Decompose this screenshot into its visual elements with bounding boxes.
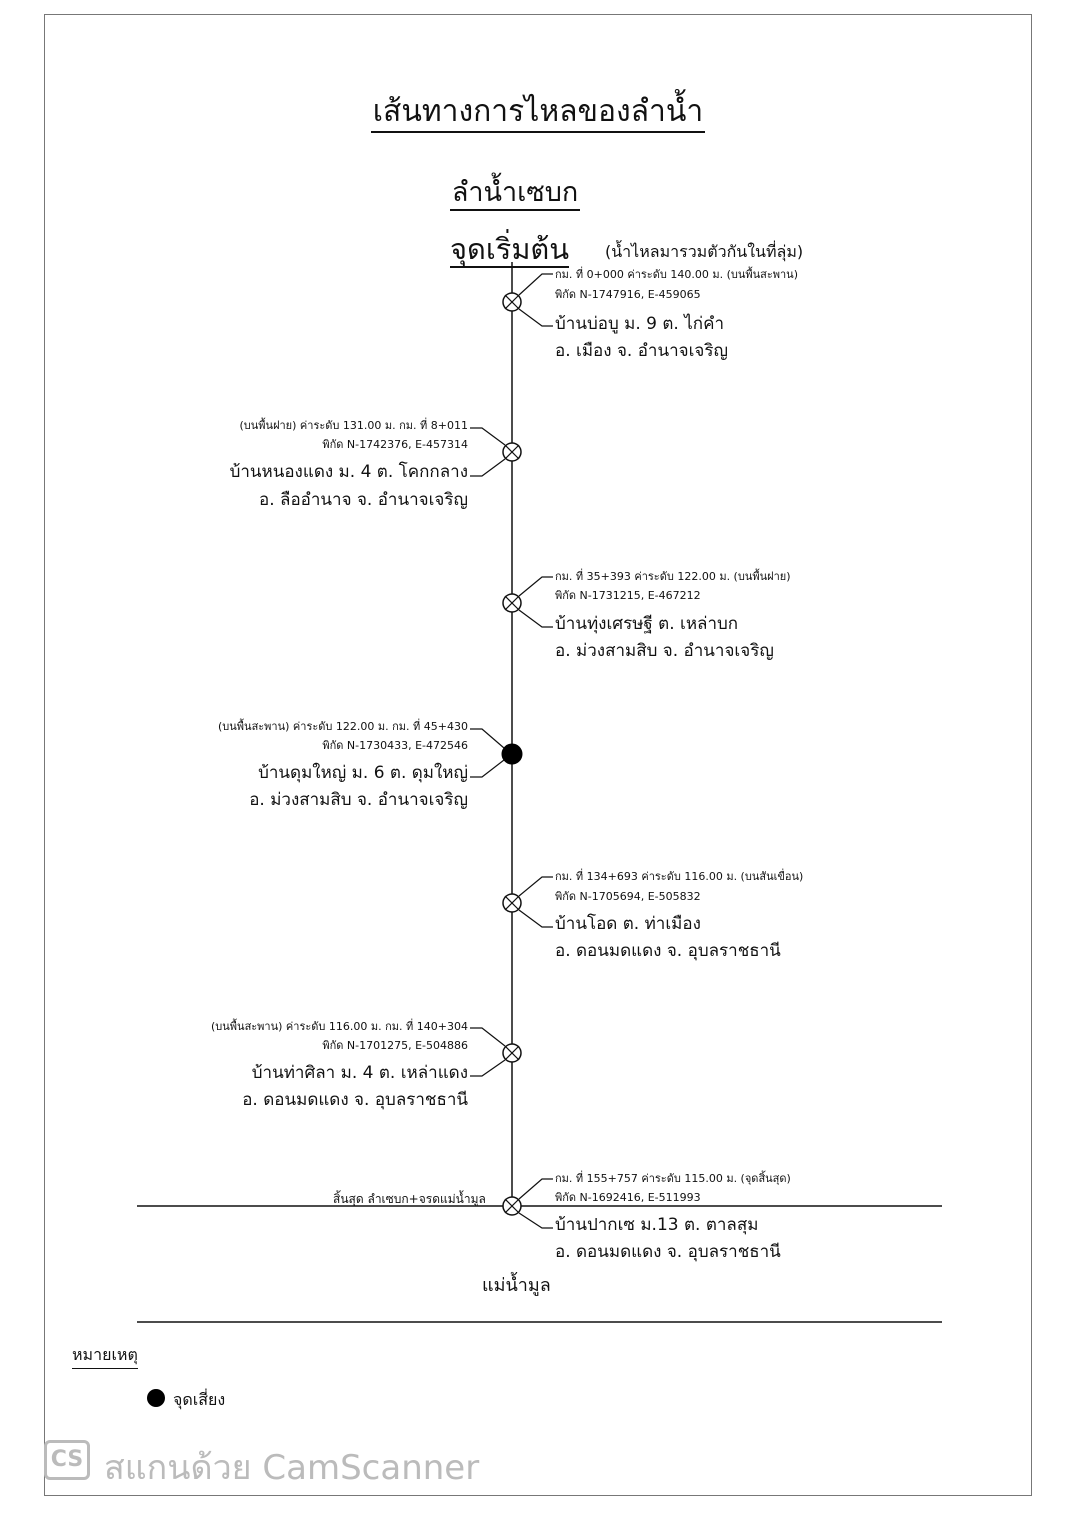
station-5-village: บ้านโอด ต. ท่าเมือง — [555, 914, 701, 934]
river-name: ลำน้ำเซบก — [350, 170, 680, 213]
camscanner-watermark: สแกนด้วย CamScanner — [104, 1448, 480, 1488]
risk-point-icon — [147, 1389, 165, 1407]
station-7-marker — [503, 1179, 553, 1228]
station-1-km-level: กม. ที่ 0+000 ค่าระดับ 140.00 ม. (บนพื้นสะพาน) — [555, 268, 798, 281]
station-3-km-level: กม. ที่ 35+393 ค่าระดับ 122.00 ม. (บนพื้นฝาย) — [555, 570, 791, 583]
station-5-km-level: กม. ที่ 134+693 ค่าระดับ 116.00 ม. (บนสันเขื่อน) — [555, 870, 804, 883]
station-6-km-level: (บนพื้นสะพาน) ค่าระดับ 116.00 ม. กม. ที่ 140+304 — [211, 1020, 468, 1033]
station-7-village: บ้านปากเซ ม.13 ต. ตาลสุม — [555, 1215, 759, 1235]
station-6-coordinates: พิกัด N-1701275, E-504886 — [322, 1039, 468, 1052]
station-4-coordinates: พิกัด N-1730433, E-472546 — [322, 739, 468, 752]
station-4-km-level: (บนพื้นสะพาน) ค่าระดับ 122.00 ม. กม. ที่ 45+430 — [218, 720, 468, 733]
station-5-coordinates: พิกัด N-1705694, E-505832 — [555, 890, 701, 903]
station-2-coordinates: พิกัด N-1742376, E-457314 — [322, 438, 468, 451]
station-7-coordinates: พิกัด N-1692416, E-511993 — [555, 1191, 701, 1204]
station-3-district: อ. ม่วงสามสิบ จ. อำนาจเจริญ — [555, 641, 774, 661]
camscanner-logo-icon: CS — [44, 1440, 90, 1480]
station-4-village: บ้านดุมใหญ่ ม. 6 ต. ดุมใหญ่ — [258, 763, 468, 783]
station-1-coordinates: พิกัด N-1747916, E-459065 — [555, 288, 701, 301]
station-6-marker — [470, 1028, 521, 1076]
station-3-coordinates: พิกัด N-1731215, E-467212 — [555, 589, 701, 602]
legend-risk-label: จุดเสี่ยง — [173, 1390, 226, 1409]
station-6-district: อ. ดอนมดแดง จ. อุบลราชธานี — [242, 1090, 468, 1110]
station-4-district: อ. ม่วงสามสิบ จ. อำนาจเจริญ — [249, 790, 468, 810]
station-4-risk-marker — [470, 729, 522, 777]
station-1-district: อ. เมือง จ. อำนาจเจริญ — [555, 341, 728, 361]
station-1-village: บ้านบ่อบู ม. 9 ต. ไก่คำ — [555, 314, 724, 334]
station-5-marker — [503, 877, 553, 927]
station-7-km-level: กม. ที่ 155+757 ค่าระดับ 115.00 ม. (จุดสิ้นสุด) — [555, 1172, 791, 1185]
mun-river-label: แม่น้ำมูล — [482, 1275, 551, 1296]
station-3-marker — [503, 577, 553, 627]
station-2-km-level: (บนพื้นฝาย) ค่าระดับ 131.00 ม. กม. ที่ 8+011 — [239, 419, 468, 432]
station-2-village: บ้านหนองแดง ม. 4 ต. โคกกลาง — [229, 462, 468, 482]
station-7-district: อ. ดอนมดแดง จ. อุบลราชธานี — [555, 1242, 781, 1262]
station-5-district: อ. ดอนมดแดง จ. อุบลราชธานี — [555, 941, 781, 961]
end-point-label: สิ้นสุด ลำเซบก+จรดแม่น้ำมูล — [333, 1192, 486, 1206]
station-6-village: บ้านท่าศิลา ม. 4 ต. เหล่าแดง — [251, 1063, 468, 1083]
station-1-marker — [503, 274, 553, 326]
station-2-district: อ. ลืออำนาจ จ. อำนาจเจริญ — [259, 490, 468, 510]
start-point-note: (น้ำไหลมารวมตัวกันในที่ลุ่ม) — [605, 242, 804, 261]
station-3-village: บ้านทุ่งเศรษฐี ต. เหล่าบก — [555, 614, 739, 634]
legend-title: หมายเหตุ — [72, 1343, 138, 1369]
start-point-label: จุดเริ่มต้น — [450, 232, 570, 266]
document-title: เส้นทางการไหลของลำน้ำ — [0, 88, 1076, 135]
station-2-marker — [470, 428, 521, 476]
